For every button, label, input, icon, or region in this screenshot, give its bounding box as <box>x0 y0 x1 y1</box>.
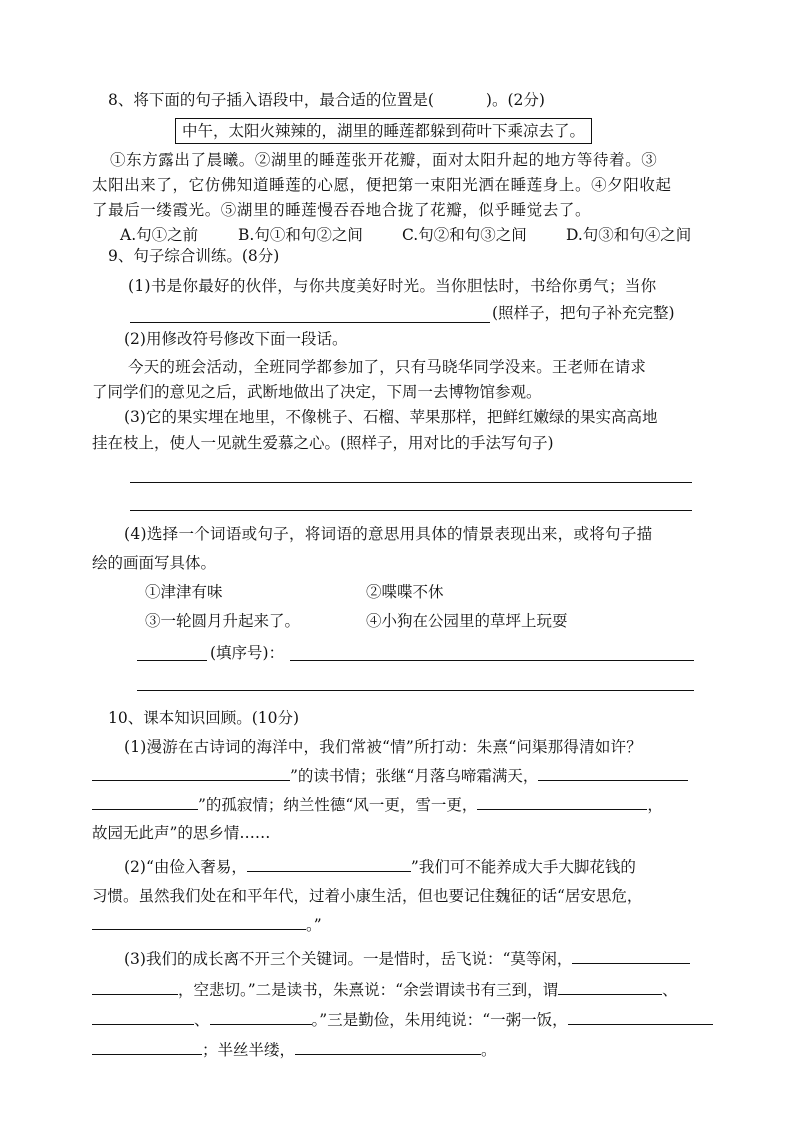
q10-part3-line4-text-b: 。 <box>481 1041 497 1059</box>
q10-part1-line2-text-a: ”的读书情；张继“月落乌啼霜满天， <box>290 767 539 785</box>
q9-part1-line1: (1)书是你最好的伙伴，与你共度美好时光。当你胆怯时，书给你勇气；当你 <box>128 277 657 295</box>
q10-blank-4[interactable] <box>477 793 647 810</box>
q9-part3-line2: 挂在枝上，使人一见就生爱慕之心。(照样子，用对比的手法写句子) <box>92 434 554 452</box>
q10-part1-line3 <box>92 793 663 816</box>
q8-prompt <box>108 89 545 111</box>
q8-paragraph-line2: 太阳出来了，它仿佛知道睡莲的心愿，便把第一束阳光洒在睡莲身上。④夕阳收起 <box>92 176 672 194</box>
q10-blank-12[interactable] <box>568 1008 713 1025</box>
q10-blank-13[interactable] <box>92 1038 202 1055</box>
q10-part3-line2-text-a: ，空悲切。”二是读书，朱熹说：“余尝谓读书有三到，谓 <box>178 981 559 999</box>
q10-part2-line2: 习惯。虽然我们处在和平年代，过着小康生活，但也要记住魏征的话“居安思危， <box>92 887 643 905</box>
q10-part1-line4: 故园无此声”的思乡情…… <box>92 824 271 842</box>
q8-option-d: D.句③和句④之间 <box>566 226 692 244</box>
q9-title: 9、句子综合训练。(8分) <box>108 247 280 265</box>
q10-blank-10[interactable] <box>92 1008 194 1025</box>
q10-part2-line3-text-b: 。” <box>306 916 322 934</box>
q8-prompt-text: 8、将下面的句子插入语段中，最合适的位置是( <box>108 91 434 109</box>
q10-part3-line3-text-a: 、 <box>194 1011 210 1029</box>
q10-part3-line3 <box>92 1008 713 1031</box>
q10-part3-line2 <box>92 978 678 1001</box>
q8-option-a: A.句①之前 <box>120 226 199 244</box>
q8-prompt-score: )。(2分) <box>485 91 545 109</box>
q9-choice-3: ③一轮圆月升起来了。 <box>145 612 301 630</box>
q10-blank-1[interactable] <box>92 764 290 781</box>
q10-part2-line1-text-b: ”我们可不能养成大手大脚花钱的 <box>410 858 636 876</box>
q9-part3-answer-line2[interactable] <box>130 510 692 511</box>
q10-blank-2[interactable] <box>538 764 688 781</box>
q10-blank-6[interactable] <box>92 913 306 930</box>
q10-part3-line4 <box>92 1038 497 1061</box>
q10-part1-line3-text-a: ”的孤寂情；纳兰性德“风一更，雪一更， <box>198 796 478 814</box>
q8-option-c: C.句②和句③之间 <box>402 226 527 244</box>
q8-paragraph-line1: ①东方露出了晨曦。②湖里的睡莲张开花瓣，面对太阳升起的地方等待着。③ <box>110 151 658 169</box>
q9-part3-line1: (3)它的果实埋在地里，不像桃子、石榴、苹果那样，把鲜红嫩绿的果实高高地 <box>124 408 658 426</box>
q10-part3-line1 <box>124 947 690 970</box>
q10-blank-7[interactable] <box>572 947 690 964</box>
q10-part3-line1-text: (3)我们的成长离不开三个关键词。一是惜时，岳飞说：“莫等闲， <box>124 950 573 968</box>
q9-part4-line2: 绘的画面写具体。 <box>92 554 217 572</box>
q10-part2-line1 <box>124 855 636 878</box>
q9-part3-answer-line1[interactable] <box>130 482 692 483</box>
q10-part1-line3-text-b: ， <box>647 796 663 814</box>
q9-part4-line1: (4)选择一个词语或句子，将词语的意思用具体的情景表现出来，或将句子描 <box>124 525 653 543</box>
q9-part4-answer-line2[interactable] <box>137 690 694 691</box>
q10-part2-line1-text-a: (2)“由俭入奢易， <box>124 858 247 876</box>
q10-part2-line3 <box>92 913 322 936</box>
q9-choice-4: ④小狗在公园里的草坪上玩耍 <box>366 612 568 630</box>
q9-choice-1: ①津津有味 <box>145 583 223 601</box>
q10-blank-14[interactable] <box>295 1038 481 1055</box>
q10-blank-3[interactable] <box>92 793 198 810</box>
q9-part2-title: (2)用修改符号修改下面一段话。 <box>124 330 348 348</box>
q8-boxed-sentence: 中午，太阳火辣辣的，湖里的睡莲都躲到荷叶下乘凉去了。 <box>175 118 592 144</box>
q9-part4-number-blank[interactable] <box>137 660 207 661</box>
q10-part1-line1: (1)漫游在古诗词的海洋中，我们常被“情”所打动：朱熹“问渠那得清如许？ <box>124 738 642 756</box>
q10-blank-8[interactable] <box>92 978 178 995</box>
q10-part3-line3-text-b: 。”三是勤俭，朱用纯说：“一粥一饭， <box>311 1011 568 1029</box>
q10-part1-line2 <box>92 764 688 787</box>
q10-blank-5[interactable] <box>247 855 411 872</box>
q10-part3-line4-text-a: ；半丝半缕， <box>202 1041 296 1059</box>
q9-part2-line1: 今天的班会活动，全班同学都参加了，只有马晓华同学没来。王老师在请求 <box>128 358 647 376</box>
q8-option-b: B.句①和句②之间 <box>238 226 363 244</box>
q8-paragraph-line3: 了最后一缕霞光。⑤湖里的睡莲慢吞吞地合拢了花瓣，似乎睡觉去了。 <box>92 201 592 219</box>
q9-choice-2: ②喋喋不休 <box>366 583 444 601</box>
q10-blank-11[interactable] <box>210 1008 312 1025</box>
q9-part4-answer-line1[interactable] <box>290 660 694 661</box>
q9-part4-fill-label: (填序号)： <box>210 644 285 662</box>
q10-blank-9[interactable] <box>558 978 662 995</box>
q9-part1-instruction: (照样子，把句子补充完整) <box>492 304 675 322</box>
q9-part1-answer-line[interactable] <box>130 322 490 323</box>
q10-title: 10、课本知识回顾。(10分) <box>108 709 300 727</box>
q10-part3-line2-text-b: 、 <box>662 981 678 999</box>
q9-part2-line2: 了同学们的意见之后，武断地做出了决定，下周一去博物馆参观。 <box>92 383 542 401</box>
